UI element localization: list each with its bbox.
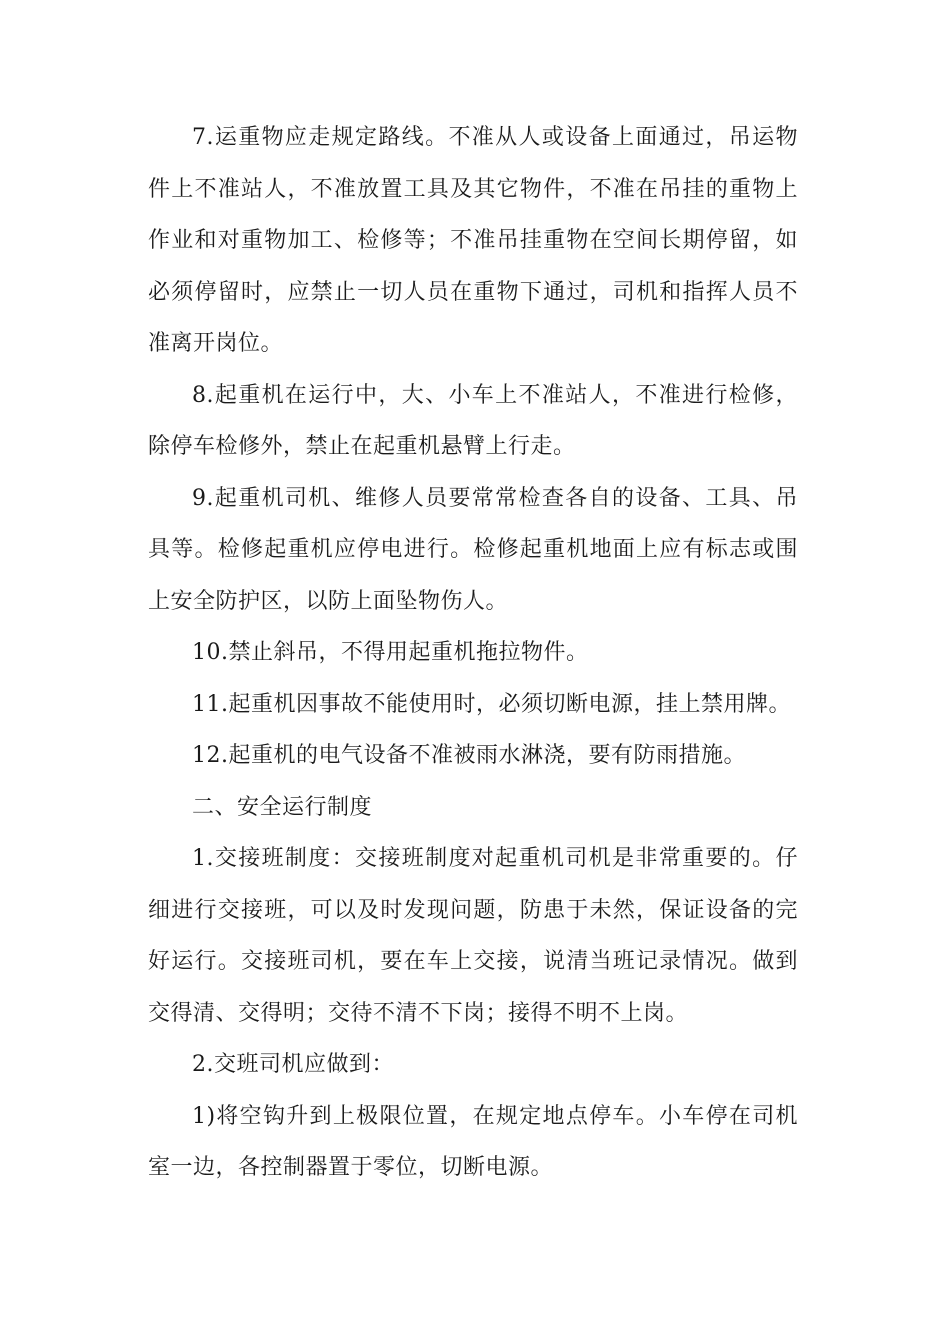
paragraph-rule-11: 11.起重机因事故不能使用时，必须切断电源，挂上禁用牌。 [192, 691, 791, 717]
paragraph-rule-9: 9.起重机司机、维修人员要常常检查各自的设备、工具、吊具等。检修起重机应停电进行。检修起重机地面上应有标志或围上安全防护区，以防上面坠物伤人。 [148, 485, 798, 614]
paragraph-handover-system: 1.交接班制度：交接班制度对起重机司机是非常重要的。仔细进行交接班，可以及时发现问题，防患于未然，保证设备的完好运行。交接班司机，要在车上交接，说清当班记录情况。做到交得清、交得明；交待不清不下岗；接得不明不上岗。 [148, 846, 798, 1026]
paragraph-rule-7: 7.运重物应走规定路线。不准从人或设备上面通过，吊运物件上不准站人，不准放置工具及其它物件，不准在吊挂的重物上作业和对重物加工、检修等；不准吊挂重物在空间长期停留，如必须停留时，应禁止一切人员在重物下通过，司机和指挥人员不准离开岗位。 [148, 125, 798, 356]
document-page [148, 112, 798, 1194]
paragraph-rule-8: 8.起重机在运行中，大、小车上不准站人，不准进行检修，除停车检修外，禁止在起重机悬臂上行走。 [148, 382, 798, 459]
paragraph-handover-step-1: 1)将空钩升到上极限位置，在规定地点停车。小车停在司机室一边，各控制器置于零位，切断电源。 [148, 1103, 798, 1180]
paragraph-rule-12: 12.起重机的电气设备不准被雨水淋浇，要有防雨措施。 [192, 743, 746, 768]
section-heading: 二、安全运行制度 [192, 794, 373, 820]
paragraph-rule-10: 10.禁止斜吊，不得用起重机拖拉物件。 [192, 640, 589, 665]
paragraph-handover-driver: 2.交班司机应做到： [192, 1052, 394, 1077]
